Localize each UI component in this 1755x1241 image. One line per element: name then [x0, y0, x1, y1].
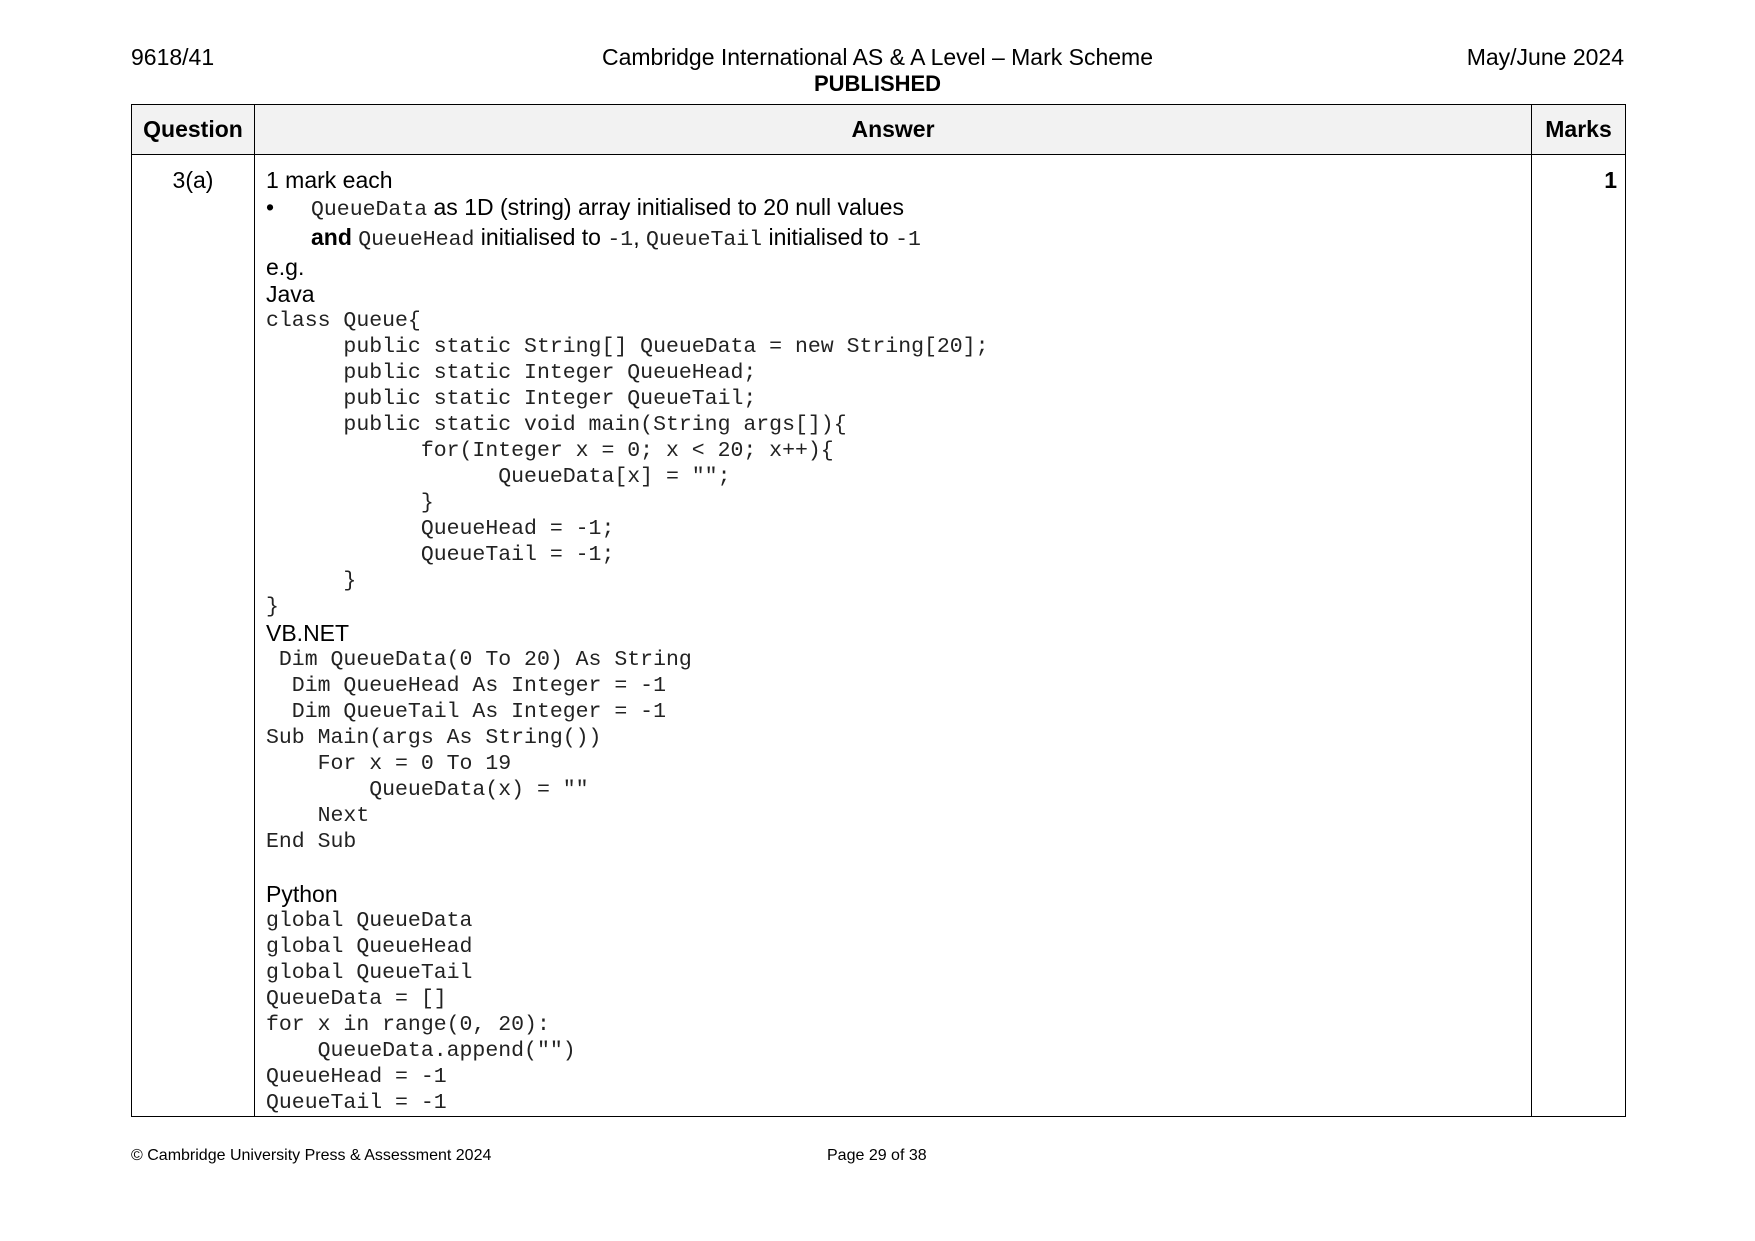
column-header-question: Question [132, 105, 255, 155]
published-label: PUBLISHED [813, 71, 942, 96]
code-queuedata: QueueData [311, 198, 428, 222]
example-label: e.g. [266, 254, 305, 280]
code-queuetail: QueueTail [645, 228, 763, 252]
copyright-notice: © Cambridge University Press & Assessment 2024 [131, 1147, 492, 1164]
marking-point-text-1: as 1D (string) array initialised to 20 null values [427, 194, 904, 220]
code-queuehead: QueueHead [358, 228, 475, 252]
python-code-block: global QueueData global QueueHead global QueueTail QueueData = [] for x in range(0, 20): QueueData.append("") QueueHead = -1 QueueTail = -1 [266, 909, 576, 1115]
vbnet-label: VB.NET [266, 620, 350, 646]
and-keyword: and [311, 224, 352, 250]
marking-instruction: 1 mark each [266, 167, 393, 193]
marking-point-continuation [266, 224, 1531, 254]
code-minus-one-head: -1 [607, 228, 634, 252]
answer-cell [255, 155, 1532, 1117]
spacer [266, 855, 1531, 881]
page-number: Page 29 of 38 [827, 1147, 927, 1164]
code-minus-one-tail: -1 [895, 228, 921, 252]
python-label: Python [266, 881, 338, 907]
table-row [132, 155, 1626, 1117]
marks-value: 1 [1532, 155, 1626, 1117]
exam-session: May/June 2024 [1466, 44, 1624, 70]
mark-scheme-table [131, 104, 1626, 1117]
marking-point-text-4: initialised to [762, 224, 896, 250]
table-header-row [132, 105, 1626, 155]
paper-code: 9618/41 [131, 44, 215, 70]
vbnet-code-block: Dim QueueData(0 To 20) As String Dim QueueHead As Integer = -1 Dim QueueTail As Integer = -1 Sub Main(args As String()) For x = 0 To 19 QueueData(x) = "" Next End Sub [266, 648, 692, 854]
column-header-marks: Marks [1532, 105, 1626, 155]
marking-point-text-2: initialised to [474, 224, 608, 250]
column-header-answer: Answer [255, 105, 1532, 155]
marking-point-text-3: , [633, 224, 646, 250]
java-label: Java [266, 281, 315, 307]
java-code-block: class Queue{ public static String[] QueueData = new String[20]; public static Integer QueueHead; public static Integer QueueTail; public static void main(String args[]){ for(Integer x = 0; x < 20; x++){ QueueData[x] = ""; } QueueHead = -1; QueueTail = -1; } } [266, 309, 989, 619]
marking-point [266, 194, 1531, 224]
bullet-icon: • [266, 194, 275, 220]
document-title: Cambridge International AS & A Level – Mark Scheme [601, 44, 1154, 70]
question-number: 3(a) [132, 155, 255, 1117]
